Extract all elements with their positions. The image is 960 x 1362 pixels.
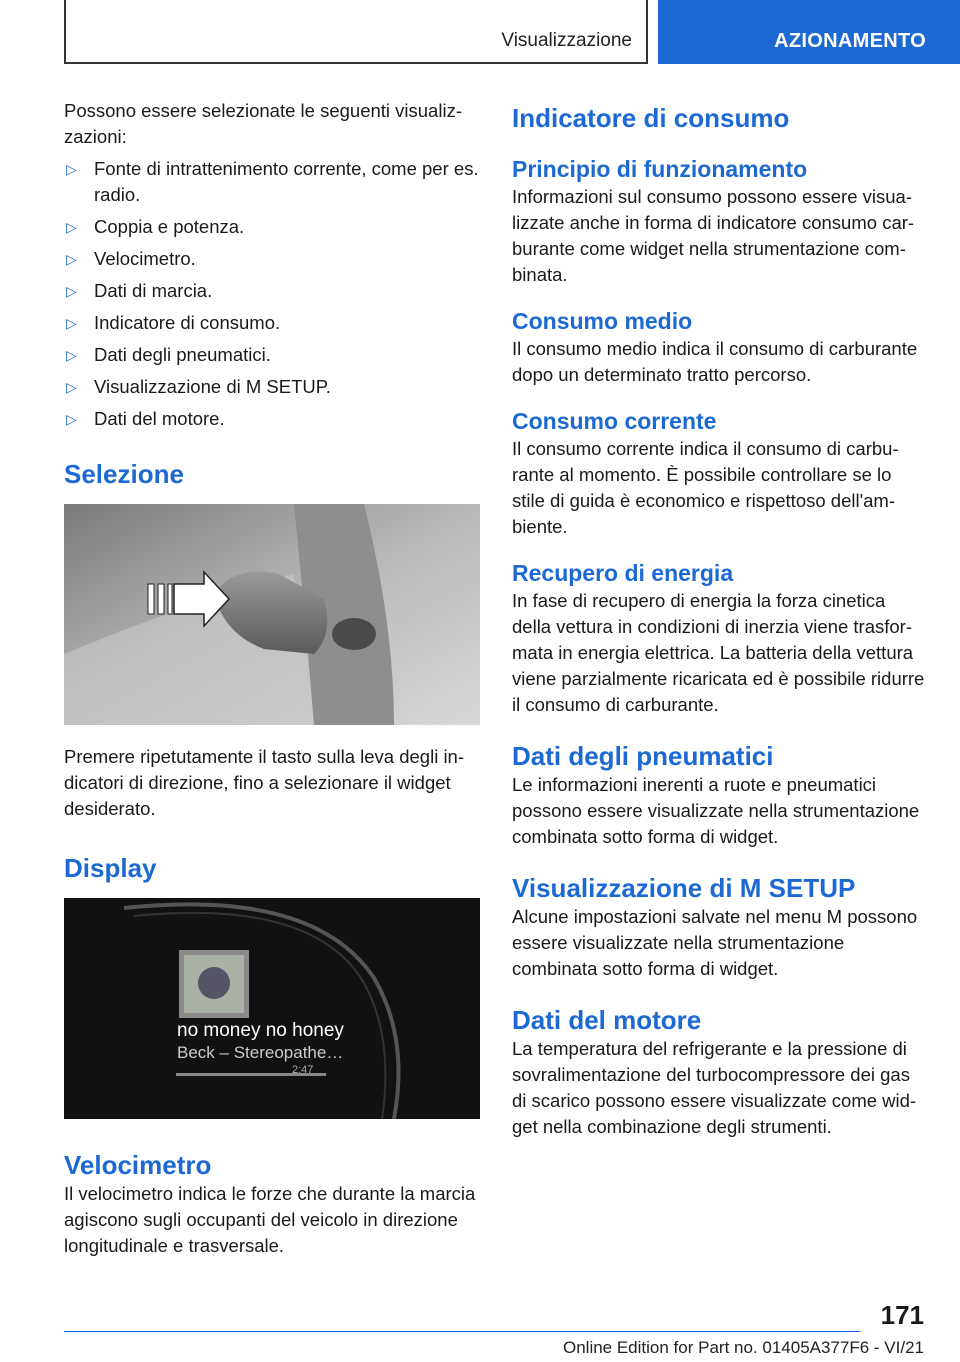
header-frame bbox=[64, 0, 648, 64]
selezione-heading: Selezione bbox=[64, 459, 184, 489]
triangle-bullet-icon: ▷ bbox=[66, 315, 77, 331]
triangle-bullet-icon: ▷ bbox=[66, 161, 77, 177]
corrente-text: Il consumo corrente indica il consumo di carburante al momento. È possibile controllare se lo stile di guida è economico e rispettoso dell'ambiente. bbox=[512, 438, 899, 537]
triangle-bullet-icon: ▷ bbox=[66, 379, 77, 395]
medio-heading: Consumo medio bbox=[512, 308, 693, 334]
edition-note: Online Edition for Part no. 01405A377F6 - VI/21 bbox=[562, 1338, 924, 1357]
track-artist: Beck – Stereopathe… bbox=[177, 1043, 344, 1062]
instrument-cluster-display-image bbox=[64, 898, 480, 1119]
recupero-heading: Recupero di energia bbox=[512, 560, 734, 586]
motore-heading: Dati del motore bbox=[512, 1005, 702, 1035]
chapter-tab bbox=[658, 0, 960, 64]
selezione-text: Premere ripetutamente il tasto sulla leva degli indicatori di direzione, fino a selezionare il widget desiderato. bbox=[64, 746, 465, 819]
consumo-heading: Indicatore di consumo bbox=[512, 103, 790, 133]
triangle-bullet-icon: ▷ bbox=[66, 251, 77, 267]
principio-heading: Principio di funzionamento bbox=[512, 156, 808, 182]
cluster-arc-graphic bbox=[64, 898, 480, 1119]
section-title: Visualizzazione bbox=[501, 30, 632, 51]
triangle-bullet-icon: ▷ bbox=[66, 219, 77, 235]
chapter-title: AZIONAMENTO bbox=[774, 30, 926, 52]
velocimetro-heading: Velocimetro bbox=[64, 1150, 212, 1180]
triangle-bullet-icon: ▷ bbox=[66, 347, 77, 363]
list-item: ▷ Coppia e potenza. bbox=[64, 214, 480, 240]
track-title: no money no honey bbox=[177, 1020, 344, 1041]
motore-text: La temperatura del refrigerante e la pressione di sovralimentazione del turbocompressore dei gas di scarico possono essere visualizzate come widget nella combinazione degli strumenti. bbox=[512, 1038, 917, 1137]
track-time: 2:47 bbox=[292, 1064, 314, 1076]
intro-text: Possono essere selezionate le seguenti visualizzazioni: bbox=[64, 100, 462, 147]
velocimetro-text: Il velocimetro indica le forze che durante la marcia agiscono sugli occupanti del veicolo in direzione longitudinale e trasversale. bbox=[64, 1183, 476, 1256]
pneumatici-text: Le informazioni inerenti a ruote e pneumatici possono essere visualizzate nella strumentazione combinata sotto forma di widget. bbox=[512, 774, 920, 847]
turn-signal-lever-image bbox=[64, 504, 480, 725]
footer-divider bbox=[64, 1331, 860, 1332]
list-item: ▷ Dati di marcia. bbox=[64, 278, 480, 304]
principio-text: Informazioni sul consumo possono essere visualizzate anche in forma di indicatore consumo carburante come widget nella strumentazione combinata. bbox=[512, 186, 915, 285]
list-item: ▷ Fonte di intrattenimento corrente, come per es. radio. bbox=[66, 158, 479, 205]
medio-text: Il consumo medio indica il consumo di carburante dopo un determinato tratto percorso. bbox=[512, 338, 918, 385]
triangle-bullet-icon: ▷ bbox=[66, 411, 77, 427]
list-item: ▷ Indicatore di consumo. bbox=[64, 310, 480, 336]
msetup-text: Alcune impostazioni salvate nel menu M possono essere visualizzate nella strumentazione combinata sotto forma di widget. bbox=[512, 906, 918, 979]
recupero-text: In fase di recupero di energia la forza cinetica della vettura in condizioni di inerzia viene trasformata in energia elettrica. La batteria della vettura viene parzialmente ricaricata ed è possibile ridurre il consumo di carburante. bbox=[512, 590, 925, 715]
corrente-heading: Consumo corrente bbox=[512, 408, 717, 434]
pneumatici-heading: Dati degli pneumatici bbox=[512, 741, 774, 771]
msetup-heading: Visualizzazione di M SETUP bbox=[512, 873, 856, 903]
display-options-list bbox=[64, 156, 480, 432]
page-number: 171 bbox=[880, 1300, 924, 1330]
list-item: ▷ Dati degli pneumatici. bbox=[64, 342, 480, 368]
left-column bbox=[64, 98, 480, 1259]
list-item: ▷ Visualizzazione di M SETUP. bbox=[64, 374, 480, 400]
right-column bbox=[512, 102, 928, 1140]
triangle-bullet-icon: ▷ bbox=[66, 283, 77, 299]
list-item: ▷ Velocimetro. bbox=[64, 246, 480, 272]
display-heading: Display bbox=[64, 853, 157, 883]
list-item: ▷ Dati del motore. bbox=[64, 406, 480, 432]
